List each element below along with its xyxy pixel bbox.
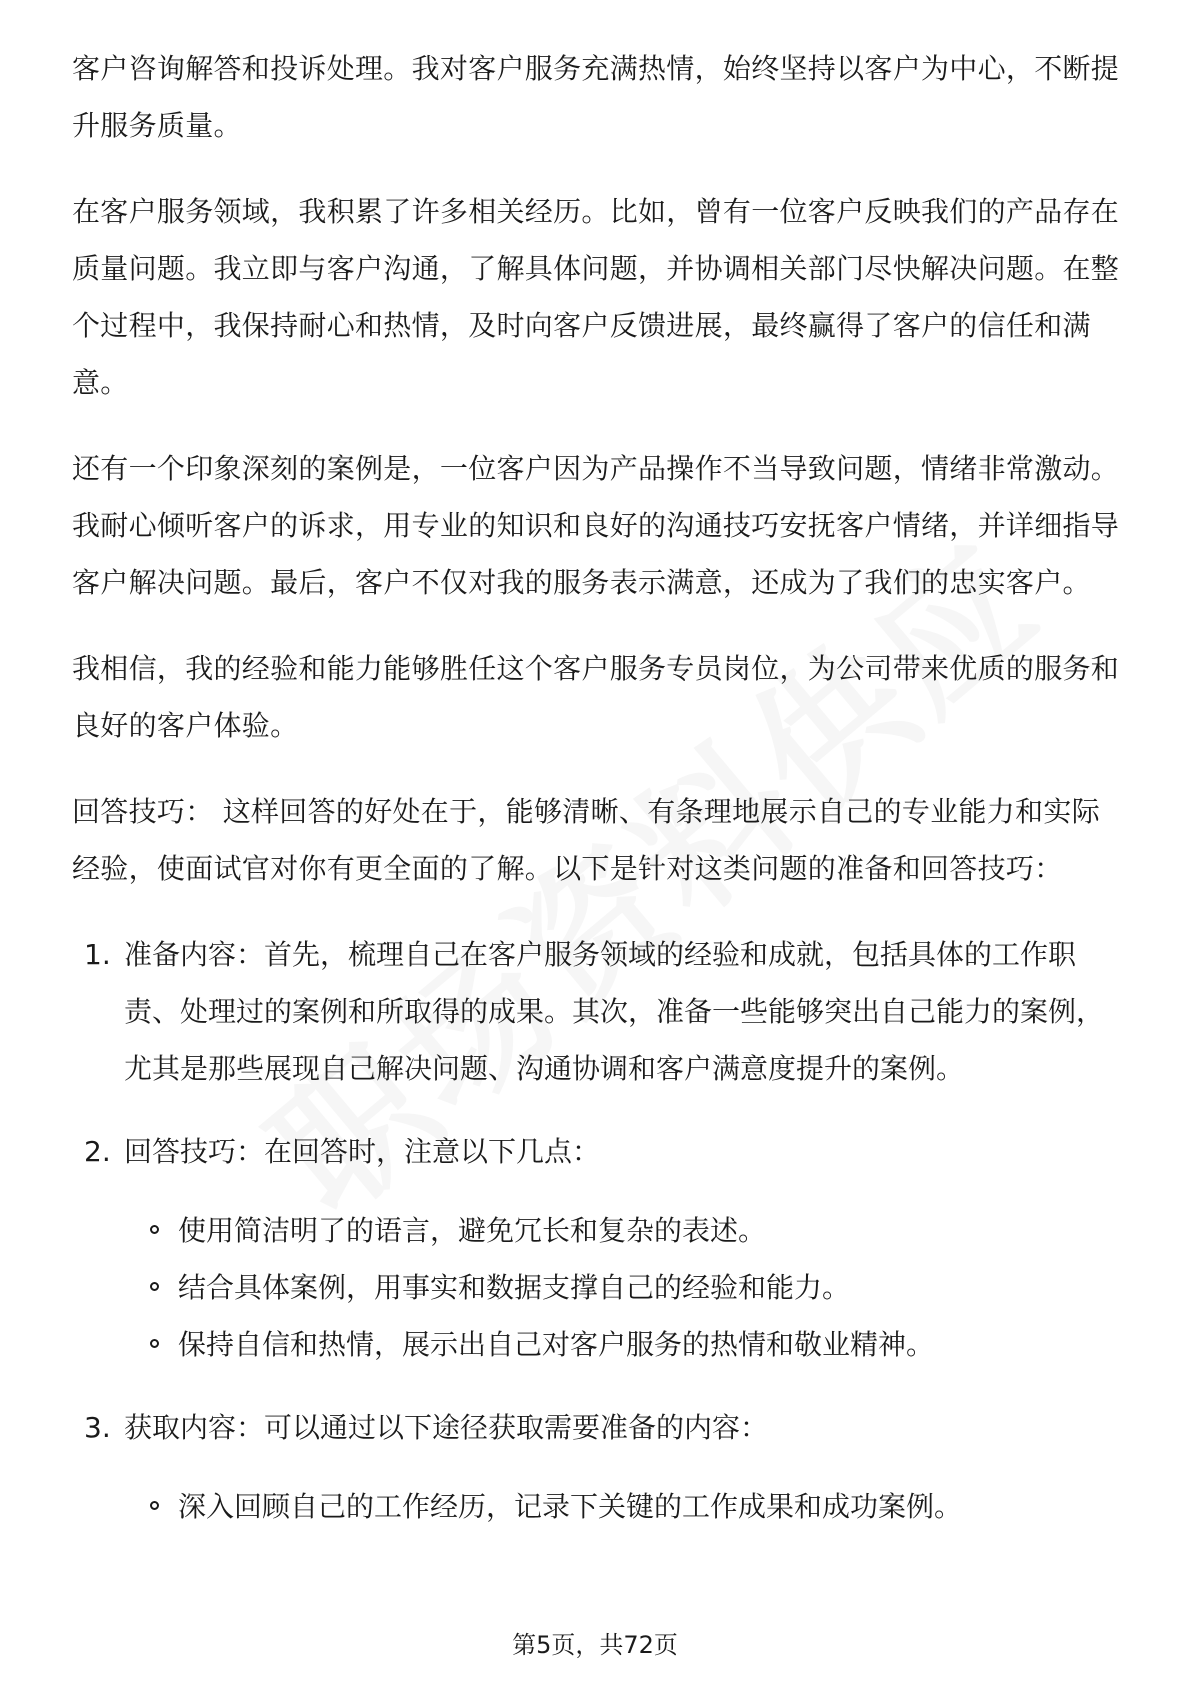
paragraph-intro: 客户咨询解答和投诉处理。我对客户服务充满热情，始终坚持以客户为中心，不断提升服务质量。 [72,52,1120,142]
paragraph-tips-intro: 回答技巧： 这样回答的好处在于，能够清晰、有条理地展示自己的专业能力和实际经验，使面试官对你有更全面的了解。以下是针对这类问题的准备和回答技巧： [72,795,1101,885]
sub-list-item-text: 深入回顾自己的工作经历，记录下关键的工作成果和成功案例。 [178,1490,963,1523]
sub-list [124,1478,1122,1535]
list-item-text: 回答技巧：在回答时，注意以下几点： [124,1135,601,1168]
sub-list [124,1202,1122,1373]
tips-list-item-3 [72,1399,1122,1535]
sub-list-item-text: 使用简洁明了的语言，避免冗长和复杂的表述。 [178,1214,767,1247]
circle-bullet-icon [150,1501,159,1510]
tips-list-item-2 [72,1123,1122,1373]
list-number: 3. [84,1411,111,1444]
paragraph-conclusion: 我相信，我的经验和能力能够胜任这个客户服务专员岗位，为公司带来优质的服务和良好的客户体验。 [72,652,1120,742]
paragraph-experience: 在客户服务领域，我积累了许多相关经历。比如，曾有一位客户反映我们的产品存在质量问题。我立即与客户沟通，了解具体问题，并协调相关部门尽快解决问题。在整个过程中，我保持耐心和热情，及时向客户反馈进展，最终赢得了客户的信任和满意。 [72,195,1120,399]
circle-bullet-icon [150,1339,159,1348]
sub-list-item [124,1259,1122,1316]
document-page [72,40,1122,1561]
list-number: 2. [84,1135,111,1168]
tips-list [72,926,1122,1535]
paragraph-case: 还有一个印象深刻的案例是，一位客户因为产品操作不当导致问题，情绪非常激动。我耐心倾听客户的诉求，用专业的知识和良好的沟通技巧安抚客户情绪，并详细指导客户解决问题。最后，客户不仅对我的服务表示满意，还成为了我们的忠实客户。 [72,452,1120,599]
list-item-text: 准备内容：首先，梳理自己在客户服务领域的经验和成就，包括具体的工作职责、处理过的案例和所取得的成果。其次，准备一些能够突出自己能力的案例，尤其是那些展现自己解决问题、沟通协调和客户满意度提升的案例。 [124,938,1105,1085]
sub-list-item [124,1316,1122,1373]
page-number-footer: 第5页，共72页 [512,1631,678,1659]
sub-list-item-text: 结合具体案例，用事实和数据支撑自己的经验和能力。 [178,1271,851,1304]
sub-list-item-text: 保持自信和热情，展示出自己对客户服务的热情和敬业精神。 [178,1328,935,1361]
list-item-text: 获取内容：可以通过以下途径获取需要准备的内容： [124,1411,769,1444]
sub-list-item [124,1202,1122,1259]
tips-list-item-1 [72,926,1122,1097]
circle-bullet-icon [150,1225,159,1234]
circle-bullet-icon [150,1282,159,1291]
sub-list-item [124,1478,1122,1535]
list-number: 1. [84,938,111,971]
